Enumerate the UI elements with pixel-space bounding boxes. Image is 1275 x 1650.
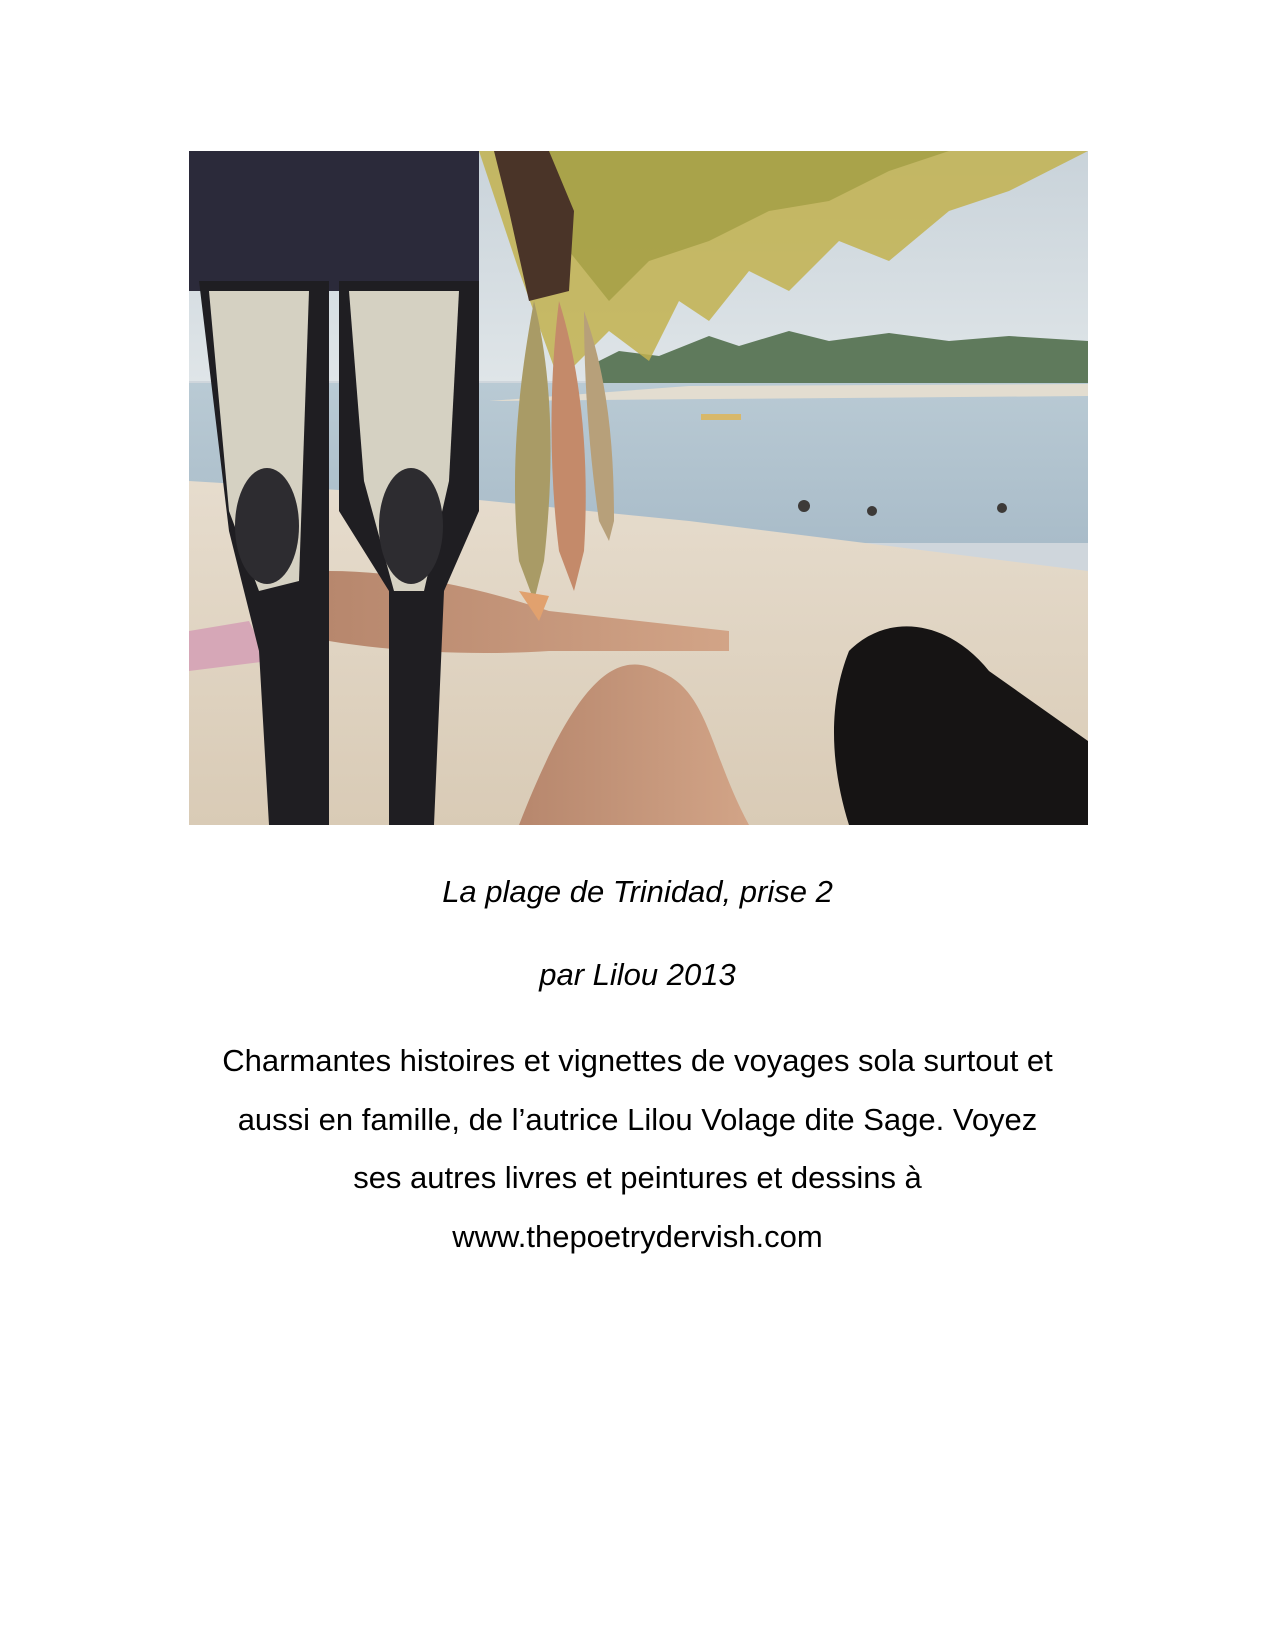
photo-author: par Lilou 2013 — [539, 957, 736, 992]
photo-title: La plage de Trinidad, prise 2 — [442, 874, 833, 909]
description-line: aussi en famille, de l’autrice Lilou Volage dite Sage. Voyez — [237, 1101, 1038, 1137]
website-link[interactable]: www.thepoetrydervish.com — [452, 1218, 823, 1254]
beach-photo — [189, 151, 1088, 825]
description-line: Charmantes histoires et vignettes de voyages sola surtout et — [222, 1043, 1053, 1078]
description-line: ses autres livres et peintures et dessins à — [353, 1160, 922, 1195]
description-text — [150, 1032, 1125, 1266]
